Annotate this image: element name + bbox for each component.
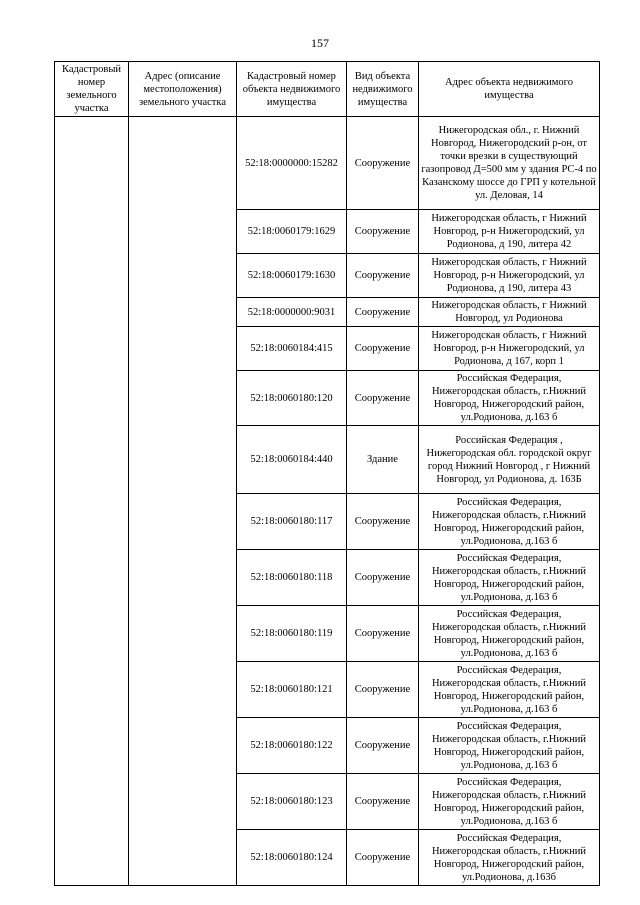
page-number: 157 (311, 36, 329, 50)
object-type-cell: Сооружение (347, 117, 419, 210)
object-cadastral-cell: 52:18:0060180:124 (237, 830, 347, 886)
table-row (55, 117, 600, 210)
object-type-cell: Сооружение (347, 718, 419, 774)
header-object-address: Адрес объекта недвижимого имущества (419, 62, 600, 117)
object-cadastral-cell: 52:18:0060180:118 (237, 550, 347, 606)
object-cadastral-cell: 52:18:0000000:15282 (237, 117, 347, 210)
object-type-cell: Сооружение (347, 606, 419, 662)
object-cadastral-cell: 52:18:0060180:117 (237, 494, 347, 550)
land-address-cell (129, 117, 237, 886)
object-address-cell: Нижегородская область, г Нижний Новгород, р-н Нижегородский, ул Родионова, д 190, литера 43 (419, 254, 600, 298)
object-cadastral-cell: 52:18:0060179:1629 (237, 210, 347, 254)
object-type-cell: Сооружение (347, 774, 419, 830)
table-header (55, 62, 600, 117)
object-type-cell: Сооружение (347, 494, 419, 550)
object-type-cell: Сооружение (347, 254, 419, 298)
object-address-cell: Российская Федерация, Нижегородская область, г.Нижний Новгород, Нижегородский район, ул.Родионова, д.163б (419, 830, 600, 886)
header-object-cadastral: Кадастровый номер объекта недвижимого имущества (237, 62, 347, 117)
land-cadastral-cell (55, 117, 129, 886)
object-cadastral-cell: 52:18:0060179:1630 (237, 254, 347, 298)
object-address-cell: Российская Федерация, Нижегородская область, г.Нижний Новгород, Нижегородский район, ул.Родионова, д.163 б (419, 662, 600, 718)
object-address-cell: Российская Федерация, Нижегородская область, г.Нижний Новгород, Нижегородский район, ул.Родионова, д.163 б (419, 494, 600, 550)
object-address-cell: Нижегородская обл., г. Нижний Новгород, Нижегородский р-он, от точки врезки в существующий газопровод Д=500 мм у здания РС-4 по Казанскому шоссе до ГРП у котельной ул. Деловая, 14 (419, 117, 600, 210)
object-type-cell: Сооружение (347, 327, 419, 371)
header-row (55, 62, 600, 117)
object-cadastral-cell: 52:18:0060180:123 (237, 774, 347, 830)
object-cadastral-cell: 52:18:0000000:9031 (237, 298, 347, 327)
header-land-cadastral: Кадастровый номер земельного участка (55, 62, 129, 117)
table-body (55, 117, 600, 886)
registry-table (54, 61, 600, 886)
object-cadastral-cell: 52:18:0060184:440 (237, 426, 347, 494)
object-type-cell: Сооружение (347, 371, 419, 426)
object-type-cell: Сооружение (347, 830, 419, 886)
object-address-cell: Российская Федерация, Нижегородская область, г.Нижний Новгород, Нижегородский район, ул.Родионова, д.163 б (419, 774, 600, 830)
header-object-type: Вид объекта недвижимого имущества (347, 62, 419, 117)
object-cadastral-cell: 52:18:0060180:122 (237, 718, 347, 774)
object-address-cell: Нижегородская область, г Нижний Новгород, р-н Нижегородский, ул Родионова, д 167, корп 1 (419, 327, 600, 371)
object-cadastral-cell: 52:18:0060180:119 (237, 606, 347, 662)
object-cadastral-cell: 52:18:0060180:120 (237, 371, 347, 426)
object-address-cell: Российская Федерация, Нижегородская область, г.Нижний Новгород, Нижегородский район, ул.Родионова, д.163 б (419, 718, 600, 774)
object-address-cell: Нижегородская область, г Нижний Новгород, ул Родионова (419, 298, 600, 327)
object-type-cell: Сооружение (347, 550, 419, 606)
object-type-cell: Сооружение (347, 210, 419, 254)
object-cadastral-cell: 52:18:0060184:415 (237, 327, 347, 371)
object-address-cell: Нижегородская область, г Нижний Новгород, р-н Нижегородский, ул Родионова, д 190, литера 42 (419, 210, 600, 254)
object-type-cell: Здание (347, 426, 419, 494)
object-address-cell: Российская Федерация, Нижегородская область, г.Нижний Новгород, Нижегородский район, ул.Родионова, д.163 б (419, 606, 600, 662)
object-address-cell: Российская Федерация , Нижегородская обл. городской округ город Нижний Новгород , г Нижний Новгород, ул Родионова, д. 163Б (419, 426, 600, 494)
object-cadastral-cell: 52:18:0060180:121 (237, 662, 347, 718)
object-type-cell: Сооружение (347, 662, 419, 718)
object-address-cell: Российская Федерация, Нижегородская область, г.Нижний Новгород, Нижегородский район, ул.Родионова, д.163 б (419, 371, 600, 426)
object-address-cell: Российская Федерация, Нижегородская область, г.Нижний Новгород, Нижегородский район, ул.Родионова, д.163 б (419, 550, 600, 606)
object-type-cell: Сооружение (347, 298, 419, 327)
header-land-address: Адрес (описание местоположения) земельного участка (129, 62, 237, 117)
